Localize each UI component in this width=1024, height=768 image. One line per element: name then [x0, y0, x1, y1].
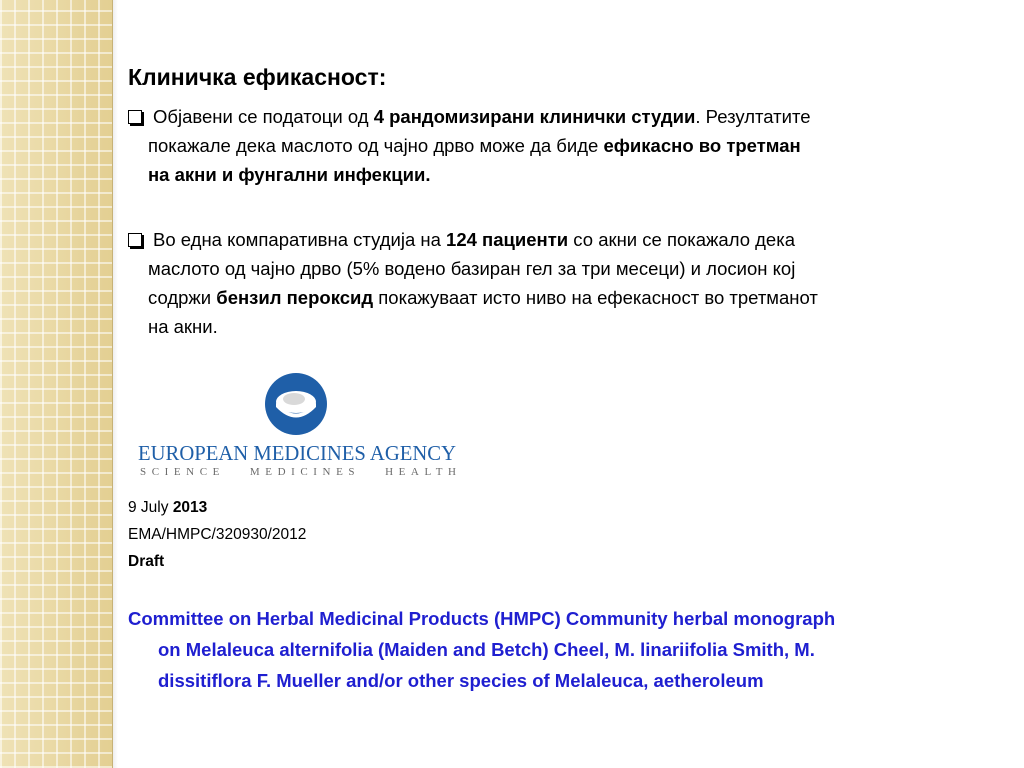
decorative-side-strip	[0, 0, 113, 768]
document-date: 9 July 2013	[128, 499, 208, 516]
logo-tagline: SCIENCE MEDICINES HEALTH	[140, 466, 456, 478]
ema-emblem-icon	[265, 373, 327, 435]
slide-heading: Клиничка ефикасност:	[128, 64, 387, 90]
document-meta	[128, 494, 306, 575]
bullet-item-studies: Објавени се податоци од 4 рандомизирани клинички студии. Резултатите покажале дека маслото од чајно дрво може да биде ефикасно во третман на акни и фунгални инфекции.	[128, 102, 988, 189]
checkbox-bullet-icon	[128, 110, 142, 124]
logo-agency-name: EUROPEAN MEDICINES AGENCY	[138, 441, 456, 465]
checkbox-bullet-icon	[128, 233, 142, 247]
ema-logo	[138, 372, 468, 478]
document-status: Draft	[128, 553, 165, 570]
document-reference: EMA/HMPC/320930/2012	[128, 526, 307, 543]
bullet-item-comparative-study: Во една компаративна студија на 124 пациенти со акни се покажало дека маслото од чајно дрво (5% водено базиран гел за три месеци) и лосион кој содржи бензил пероксид покажуваат исто ниво на ефекасност во третманот на акни.	[128, 225, 988, 341]
committee-title: Committee on Herbal Medicinal Products (HMPC) Community herbal monograph on Melaleuca alternifolia (Maiden and Betch) Cheel, M. linariifolia Smith, M. dissitiflora F. Mueller and/or other species of Melaleuca, aetheroleum	[128, 608, 836, 691]
